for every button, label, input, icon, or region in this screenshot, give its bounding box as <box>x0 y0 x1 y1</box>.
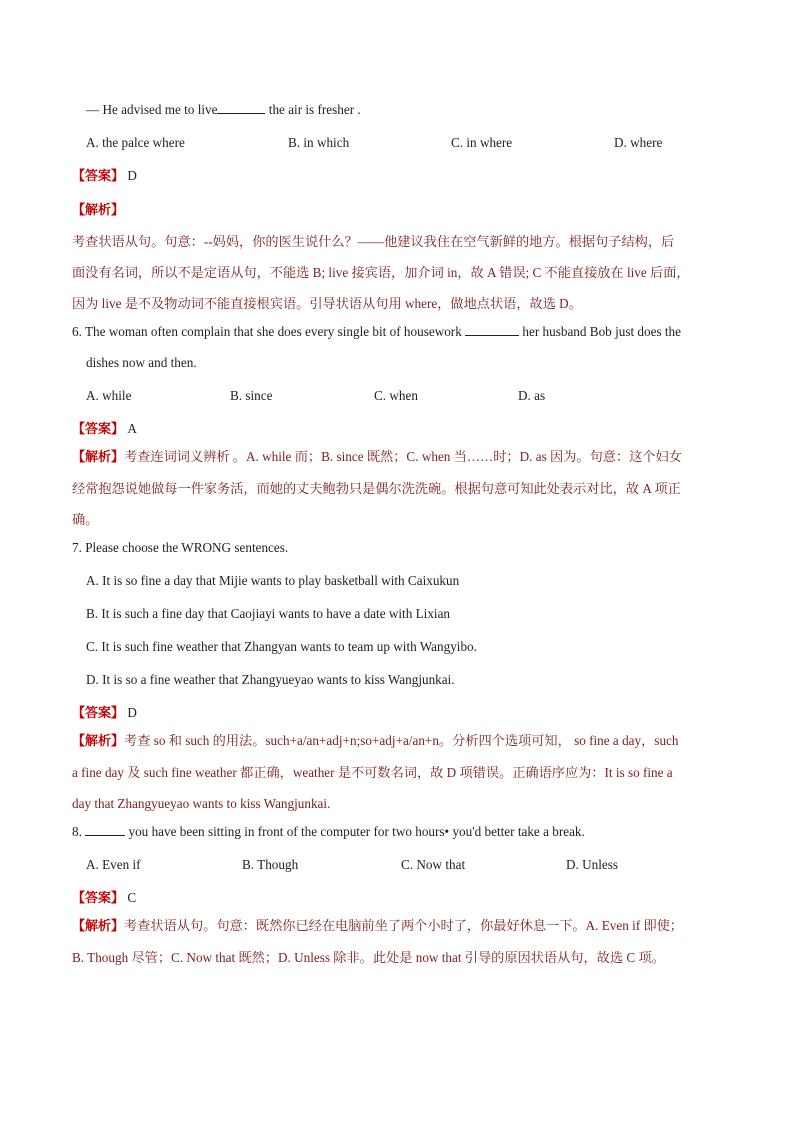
analysis-tag: 【解析】 <box>72 450 125 465</box>
option-c: C. in where <box>451 135 513 150</box>
analysis-heading <box>72 200 724 221</box>
page-content <box>72 100 724 973</box>
analysis-tag: 【解析】 <box>72 203 125 218</box>
answer-tag: 【答案】 <box>72 891 125 906</box>
option-b: B. in which <box>288 135 350 150</box>
answer-line <box>72 419 724 440</box>
answer-value: C <box>127 890 137 905</box>
answer-tag: 【答案】 <box>72 169 125 184</box>
answer-blank <box>465 322 519 336</box>
question-8-stem: 8. you have been sitting in front of the computer for two hours• you'd better take a break. <box>72 824 585 839</box>
analysis-tag: 【解析】 <box>72 734 125 749</box>
answer-value: D <box>127 705 137 720</box>
question-8-options <box>72 855 724 875</box>
question-5-stem: — He advised me to live the air is fresher . <box>86 102 361 117</box>
option-a: A. Even if <box>86 857 141 872</box>
analysis-text: 【解析】考查状语从句。句意：既然你已经在电脑前坐了两个小时了，你最好休息一下。A. Even if 即使； B. Though 尽管；C. Now that 既然；D. Unless 除非。此处是 now that 引导的原因状语从句，故选 C 项。 <box>72 918 683 965</box>
answer-tag: 【答案】 <box>72 706 125 721</box>
option-a: A. while <box>86 388 132 403</box>
answer-blank <box>85 822 125 836</box>
option-b: B. Though <box>242 857 299 872</box>
question-6 <box>72 322 724 535</box>
analysis-tag: 【解析】 <box>72 919 125 934</box>
option-c: C. when <box>374 388 418 403</box>
answer-line <box>72 166 724 187</box>
option-a: A. It is so fine a day that Mijie wants to play basketball with Caixukun <box>86 573 460 588</box>
answer-value: A <box>127 421 137 436</box>
answer-value: D <box>127 168 137 183</box>
analysis-text: 【解析】考查连词词义辨析 。A. while 而；B. since 既然；C. when 当……时；D. as 因为。句意：这个妇女 经常抱怨说她做每一件家务活，而她的丈夫鲍勃只是偶尔洗洗碗。根据句意可知此处表示对比，故 A 项正 确。 <box>72 449 682 527</box>
question-5-options <box>72 133 724 153</box>
answer-tag: 【答案】 <box>72 422 125 437</box>
option-d: D. It is so a fine weather that Zhangyueyao wants to kiss Wangjunkai. <box>86 672 455 687</box>
question-7-stem: 7. Please choose the WRONG sentences. <box>72 540 289 555</box>
analysis-text: 考查状语从句。句意：--妈妈，你的医生说什么？——他建议我住在空气新鲜的地方。根据句子结构，后 面没有名词，所以不是定语从句，不能选 B; live 接宾语，加介词 in，故 A 错误; C 不能直接放在 live 后面， 因为 live 是不及物动词不能直接根宾语。引导状语从句用 where，做地点状语，故选 D。 <box>72 234 690 311</box>
option-c: C. Now that <box>401 857 466 872</box>
question-7 <box>72 538 724 819</box>
answer-line <box>72 703 724 724</box>
question-6-stem-cont: dishes now and then. <box>86 355 197 370</box>
option-b: B. It is such a fine day that Caojiayi wants to have a date with Lixian <box>86 606 451 621</box>
question-6-options <box>72 386 724 406</box>
question-6-stem: 6. The woman often complain that she does every single bit of housework her husband Bob just does the <box>72 324 682 339</box>
question-8 <box>72 822 724 973</box>
question-5 <box>72 100 724 319</box>
option-d: D. Unless <box>566 857 619 872</box>
option-b: B. since <box>230 388 273 403</box>
option-a: A. the palce where <box>86 135 185 150</box>
option-d: D. where <box>614 135 663 150</box>
answer-line <box>72 888 724 909</box>
option-c: C. It is such fine weather that Zhangyan wants to team up with Wangyibo. <box>86 639 477 654</box>
analysis-text: 【解析】考查 so 和 such 的用法。such+a/an+adj+n;so+adj+a/an+n。分析四个选项可知， so fine a day，such a fine day 及 such fine weather 都正确，weather 是不可数名词，故 D 项错误。正确语序应为：It is so fine a day that Zhangyueyao wants to kiss Wangjunkai. <box>72 733 679 811</box>
option-d: D. as <box>518 388 546 403</box>
answer-blank <box>217 100 265 114</box>
